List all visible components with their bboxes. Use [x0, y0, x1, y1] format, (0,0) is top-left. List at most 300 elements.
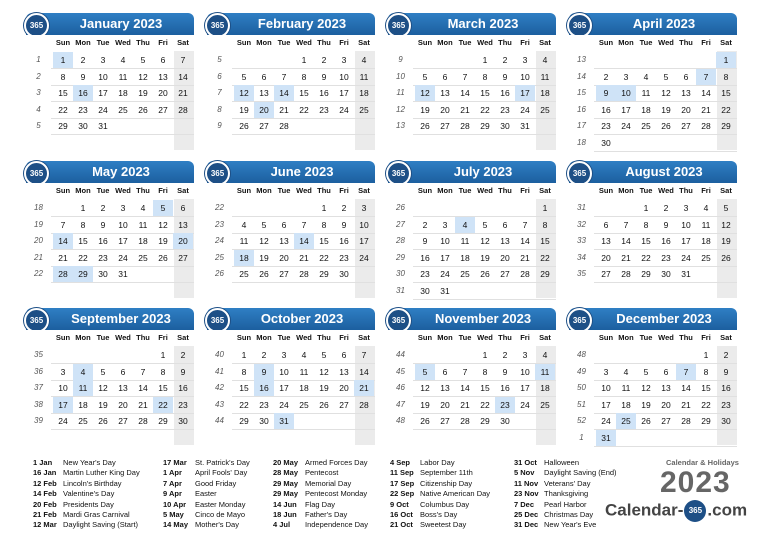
- day-cell[interactable]: 17: [118, 236, 128, 246]
- day-cell[interactable]: 19: [138, 88, 148, 98]
- day-cell[interactable]: 16: [661, 236, 671, 246]
- day-cell[interactable]: 1: [542, 203, 548, 213]
- day-cell[interactable]: 23: [259, 399, 269, 410]
- day-cell[interactable]: 17: [339, 88, 349, 98]
- day-cell[interactable]: 1: [53, 52, 73, 68]
- day-cell[interactable]: 16: [339, 236, 349, 246]
- day-cell[interactable]: 12: [158, 219, 168, 230]
- day-cell[interactable]: 18: [701, 236, 711, 246]
- day-cell[interactable]: 16: [500, 383, 510, 393]
- day-cell[interactable]: 2: [80, 55, 86, 65]
- day-cell[interactable]: 28: [279, 121, 289, 131]
- day-cell[interactable]: 27: [158, 104, 168, 115]
- day-cell[interactable]: 24: [520, 399, 530, 410]
- day-cell[interactable]: 7: [361, 350, 367, 360]
- day-cell[interactable]: 16: [721, 383, 731, 393]
- day-cell[interactable]: 27: [279, 269, 289, 279]
- day-cell[interactable]: 2: [502, 55, 508, 65]
- day-cell[interactable]: 14: [681, 383, 691, 393]
- day-cell[interactable]: 15: [319, 236, 329, 246]
- day-cell[interactable]: 26: [420, 121, 430, 131]
- day-cell[interactable]: 19: [98, 399, 108, 410]
- day-cell[interactable]: 19: [259, 252, 269, 263]
- day-cell[interactable]: 4: [140, 203, 146, 213]
- day-cell[interactable]: 20: [254, 102, 274, 118]
- day-cell[interactable]: 21: [520, 252, 530, 263]
- day-cell[interactable]: 3: [120, 203, 126, 213]
- day-cell[interactable]: 5: [422, 71, 428, 82]
- day-cell[interactable]: 17: [98, 88, 108, 98]
- day-cell[interactable]: 13: [681, 88, 691, 98]
- day-cell[interactable]: 18: [540, 88, 550, 98]
- day-cell[interactable]: 30: [661, 269, 671, 279]
- day-cell[interactable]: 8: [80, 219, 86, 230]
- day-cell[interactable]: 1: [301, 55, 307, 65]
- day-cell[interactable]: 5: [261, 219, 267, 230]
- day-cell[interactable]: 16: [420, 252, 430, 263]
- day-cell[interactable]: 19: [239, 104, 249, 115]
- day-cell[interactable]: 11: [641, 88, 651, 98]
- day-cell[interactable]: 30: [259, 416, 269, 426]
- day-cell[interactable]: 5: [140, 55, 146, 65]
- day-cell[interactable]: 14: [138, 383, 148, 393]
- day-cell[interactable]: 29: [319, 269, 329, 279]
- day-cell[interactable]: 21: [58, 252, 68, 263]
- day-cell[interactable]: 18: [621, 399, 631, 410]
- day-cell[interactable]: 26: [319, 399, 329, 410]
- day-cell[interactable]: 11: [621, 383, 631, 393]
- day-cell[interactable]: 9: [502, 71, 508, 82]
- day-cell[interactable]: 29: [641, 269, 651, 279]
- day-cell[interactable]: 6: [442, 366, 448, 377]
- day-cell[interactable]: 18: [299, 383, 309, 393]
- day-cell[interactable]: 11: [540, 71, 550, 82]
- day-cell[interactable]: 14: [621, 236, 631, 246]
- day-cell[interactable]: 5: [643, 366, 649, 377]
- day-cell[interactable]: 21: [460, 104, 470, 115]
- day-cell[interactable]: 2: [603, 71, 609, 82]
- day-cell[interactable]: 13: [661, 383, 671, 393]
- day-cell[interactable]: 24: [118, 252, 128, 263]
- day-cell[interactable]: 2: [341, 203, 347, 213]
- day-cell[interactable]: 22: [721, 104, 731, 115]
- day-cell[interactable]: 20: [173, 233, 193, 249]
- day-cell[interactable]: 3: [603, 366, 609, 377]
- day-cell[interactable]: 9: [422, 236, 428, 246]
- day-cell[interactable]: 27: [500, 269, 510, 279]
- day-cell[interactable]: 23: [601, 121, 611, 131]
- day-cell[interactable]: 4: [455, 217, 475, 233]
- day-cell[interactable]: 12: [721, 219, 731, 230]
- day-cell[interactable]: 29: [480, 121, 490, 131]
- day-cell[interactable]: 28: [53, 266, 73, 282]
- day-cell[interactable]: 11: [535, 364, 555, 380]
- day-cell[interactable]: 17: [359, 236, 369, 246]
- day-cell[interactable]: 6: [683, 71, 689, 82]
- day-cell[interactable]: 4: [643, 71, 649, 82]
- day-cell[interactable]: 3: [281, 350, 287, 360]
- day-cell[interactable]: 30: [500, 121, 510, 131]
- day-cell[interactable]: 20: [118, 399, 128, 410]
- day-cell[interactable]: 21: [178, 88, 188, 98]
- day-cell[interactable]: 22: [480, 104, 490, 115]
- day-cell[interactable]: 15: [480, 383, 490, 393]
- day-cell[interactable]: 24: [359, 252, 369, 263]
- day-cell[interactable]: 26: [138, 104, 148, 115]
- day-cell[interactable]: 3: [522, 55, 528, 65]
- day-cell[interactable]: 8: [160, 366, 166, 377]
- day-cell[interactable]: 14: [178, 71, 188, 82]
- day-cell[interactable]: 25: [540, 104, 550, 115]
- day-cell[interactable]: 7: [180, 55, 186, 65]
- day-cell[interactable]: 12: [415, 85, 435, 101]
- day-cell[interactable]: 20: [500, 252, 510, 263]
- day-cell[interactable]: 29: [158, 416, 168, 426]
- day-cell[interactable]: 12: [420, 383, 430, 393]
- day-cell[interactable]: 26: [721, 252, 731, 263]
- day-cell[interactable]: 3: [442, 219, 448, 230]
- day-cell[interactable]: 17: [279, 383, 289, 393]
- day-cell[interactable]: 11: [299, 366, 309, 377]
- day-cell[interactable]: 11: [138, 219, 148, 230]
- day-cell[interactable]: 15: [540, 236, 550, 246]
- day-cell[interactable]: 19: [721, 236, 731, 246]
- day-cell[interactable]: 30: [339, 269, 349, 279]
- day-cell[interactable]: 27: [178, 252, 188, 263]
- day-cell[interactable]: 5: [241, 71, 247, 82]
- day-cell[interactable]: 18: [118, 88, 128, 98]
- day-cell[interactable]: 28: [138, 416, 148, 426]
- day-cell[interactable]: 28: [681, 416, 691, 426]
- day-cell[interactable]: 2: [723, 350, 729, 360]
- day-cell[interactable]: 10: [520, 71, 530, 82]
- day-cell[interactable]: 15: [641, 236, 651, 246]
- day-cell[interactable]: 23: [500, 104, 510, 115]
- day-cell[interactable]: 17: [621, 104, 631, 115]
- day-cell[interactable]: 28: [520, 269, 530, 279]
- day-cell[interactable]: 9: [180, 366, 186, 377]
- day-cell[interactable]: 28: [621, 269, 631, 279]
- day-cell[interactable]: 20: [440, 104, 450, 115]
- day-cell[interactable]: 14: [53, 233, 73, 249]
- day-cell[interactable]: 29: [701, 416, 711, 426]
- day-cell[interactable]: 7: [301, 219, 307, 230]
- day-cell[interactable]: 7: [140, 366, 146, 377]
- day-cell[interactable]: 9: [663, 219, 669, 230]
- day-cell[interactable]: 20: [681, 104, 691, 115]
- day-cell[interactable]: 26: [661, 121, 671, 131]
- day-cell[interactable]: 14: [701, 88, 711, 98]
- day-cell[interactable]: 16: [319, 88, 329, 98]
- day-cell[interactable]: 4: [703, 203, 709, 213]
- day-cell[interactable]: 23: [178, 399, 188, 410]
- day-cell[interactable]: 9: [596, 85, 616, 101]
- day-cell[interactable]: 28: [178, 104, 188, 115]
- day-cell[interactable]: 17: [53, 397, 73, 413]
- day-cell[interactable]: 5: [663, 71, 669, 82]
- day-cell[interactable]: 31: [98, 121, 108, 131]
- day-cell[interactable]: 7: [462, 366, 468, 377]
- day-cell[interactable]: 9: [254, 364, 274, 380]
- day-cell[interactable]: 8: [542, 219, 548, 230]
- day-cell[interactable]: 9: [321, 71, 327, 82]
- day-cell[interactable]: 8: [241, 366, 247, 377]
- day-cell[interactable]: 25: [299, 399, 309, 410]
- day-cell[interactable]: 27: [661, 416, 671, 426]
- day-cell[interactable]: 22: [153, 397, 173, 413]
- day-cell[interactable]: 4: [73, 364, 93, 380]
- day-cell[interactable]: 20: [158, 88, 168, 98]
- day-cell[interactable]: 28: [701, 121, 711, 131]
- day-cell[interactable]: 5: [321, 350, 327, 360]
- day-cell[interactable]: 15: [299, 88, 309, 98]
- day-cell[interactable]: 2: [261, 350, 267, 360]
- day-cell[interactable]: 30: [78, 121, 88, 131]
- day-cell[interactable]: 27: [440, 416, 450, 426]
- day-cell[interactable]: 13: [339, 366, 349, 377]
- day-cell[interactable]: 15: [480, 88, 490, 98]
- day-cell[interactable]: 22: [299, 104, 309, 115]
- day-cell[interactable]: 19: [641, 399, 651, 410]
- day-cell[interactable]: 24: [279, 399, 289, 410]
- day-cell[interactable]: 25: [616, 413, 636, 429]
- day-cell[interactable]: 10: [440, 236, 450, 246]
- day-cell[interactable]: 2: [422, 219, 428, 230]
- day-cell[interactable]: 7: [696, 69, 716, 85]
- day-cell[interactable]: 8: [723, 71, 729, 82]
- day-cell[interactable]: 13: [601, 236, 611, 246]
- day-cell[interactable]: 29: [58, 121, 68, 131]
- day-cell[interactable]: 24: [681, 252, 691, 263]
- day-cell[interactable]: 26: [480, 269, 490, 279]
- day-cell[interactable]: 2: [321, 55, 327, 65]
- day-cell[interactable]: 1: [321, 203, 327, 213]
- day-cell[interactable]: 11: [239, 236, 249, 246]
- day-cell[interactable]: 22: [319, 252, 329, 263]
- day-cell[interactable]: 9: [80, 71, 86, 82]
- day-cell[interactable]: 6: [180, 203, 186, 213]
- day-cell[interactable]: 1: [160, 350, 166, 360]
- day-cell[interactable]: 31: [681, 269, 691, 279]
- day-cell[interactable]: 26: [239, 121, 249, 131]
- day-cell[interactable]: 26: [259, 269, 269, 279]
- day-cell[interactable]: 6: [663, 366, 669, 377]
- day-cell[interactable]: 15: [58, 88, 68, 98]
- day-cell[interactable]: 14: [294, 233, 314, 249]
- day-cell[interactable]: 22: [78, 252, 88, 263]
- day-cell[interactable]: 19: [158, 236, 168, 246]
- day-cell[interactable]: 13: [500, 236, 510, 246]
- day-cell[interactable]: 23: [661, 252, 671, 263]
- day-cell[interactable]: 10: [520, 366, 530, 377]
- day-cell[interactable]: 15: [158, 383, 168, 393]
- day-cell[interactable]: 25: [239, 269, 249, 279]
- day-cell[interactable]: 17: [681, 236, 691, 246]
- day-cell[interactable]: 14: [460, 88, 470, 98]
- day-cell[interactable]: 6: [160, 55, 166, 65]
- day-cell[interactable]: 17: [601, 399, 611, 410]
- day-cell[interactable]: 26: [420, 416, 430, 426]
- day-cell[interactable]: 16: [98, 236, 108, 246]
- day-cell[interactable]: 27: [339, 399, 349, 410]
- day-cell[interactable]: 6: [442, 71, 448, 82]
- day-cell[interactable]: 25: [118, 104, 128, 115]
- day-cell[interactable]: 24: [621, 121, 631, 131]
- day-cell[interactable]: 19: [420, 104, 430, 115]
- day-cell[interactable]: 8: [643, 219, 649, 230]
- brand-site[interactable]: [605, 500, 747, 522]
- day-cell[interactable]: 14: [274, 85, 294, 101]
- day-cell[interactable]: 26: [98, 416, 108, 426]
- day-cell[interactable]: 14: [520, 236, 530, 246]
- day-cell[interactable]: 17: [520, 383, 530, 393]
- day-cell[interactable]: 28: [299, 269, 309, 279]
- day-cell[interactable]: 21: [299, 252, 309, 263]
- day-cell[interactable]: 3: [361, 203, 367, 213]
- day-cell[interactable]: 30: [98, 269, 108, 279]
- day-cell[interactable]: 27: [259, 121, 269, 131]
- day-cell[interactable]: 21: [354, 380, 374, 396]
- day-cell[interactable]: 7: [462, 71, 468, 82]
- day-cell[interactable]: 23: [420, 269, 430, 279]
- day-cell[interactable]: 9: [502, 366, 508, 377]
- day-cell[interactable]: 6: [502, 219, 508, 230]
- day-cell[interactable]: 28: [460, 416, 470, 426]
- day-cell[interactable]: 13: [440, 88, 450, 98]
- day-cell[interactable]: 18: [234, 250, 254, 266]
- day-cell[interactable]: 30: [420, 285, 430, 296]
- day-cell[interactable]: 1: [716, 52, 736, 68]
- day-cell[interactable]: 11: [701, 219, 711, 230]
- day-cell[interactable]: 31: [596, 430, 616, 446]
- day-cell[interactable]: 31: [520, 121, 530, 131]
- day-cell[interactable]: 10: [118, 219, 128, 230]
- day-cell[interactable]: 10: [601, 383, 611, 393]
- day-cell[interactable]: 4: [623, 366, 629, 377]
- day-cell[interactable]: 29: [540, 269, 550, 279]
- day-cell[interactable]: 1: [703, 350, 709, 360]
- day-cell[interactable]: 16: [73, 85, 93, 101]
- day-cell[interactable]: 7: [281, 71, 287, 82]
- day-cell[interactable]: 24: [339, 104, 349, 115]
- day-cell[interactable]: 29: [73, 266, 93, 282]
- day-cell[interactable]: 30: [500, 416, 510, 426]
- day-cell[interactable]: 1: [80, 203, 86, 213]
- day-cell[interactable]: 21: [701, 104, 711, 115]
- day-cell[interactable]: 11: [73, 380, 93, 396]
- day-cell[interactable]: 16: [254, 380, 274, 396]
- day-cell[interactable]: 6: [120, 366, 126, 377]
- day-cell[interactable]: 4: [542, 55, 548, 65]
- day-cell[interactable]: 16: [601, 104, 611, 115]
- day-cell[interactable]: 2: [663, 203, 669, 213]
- day-cell[interactable]: 22: [58, 104, 68, 115]
- day-cell[interactable]: 10: [616, 85, 636, 101]
- day-cell[interactable]: 16: [500, 88, 510, 98]
- day-cell[interactable]: 23: [78, 104, 88, 115]
- day-cell[interactable]: 13: [118, 383, 128, 393]
- day-cell[interactable]: 18: [359, 88, 369, 98]
- day-cell[interactable]: 5: [723, 203, 729, 213]
- day-cell[interactable]: 17: [515, 85, 535, 101]
- day-cell[interactable]: 1: [643, 203, 649, 213]
- day-cell[interactable]: 22: [540, 252, 550, 263]
- day-cell[interactable]: 25: [540, 399, 550, 410]
- day-cell[interactable]: 1: [241, 350, 247, 360]
- day-cell[interactable]: 3: [100, 55, 106, 65]
- day-cell[interactable]: 18: [78, 399, 88, 410]
- day-cell[interactable]: 22: [239, 399, 249, 410]
- day-cell[interactable]: 30: [178, 416, 188, 426]
- day-cell[interactable]: 24: [98, 104, 108, 115]
- day-cell[interactable]: 4: [301, 350, 307, 360]
- day-cell[interactable]: 13: [279, 236, 289, 246]
- day-cell[interactable]: 10: [279, 366, 289, 377]
- day-cell[interactable]: 22: [641, 252, 651, 263]
- day-cell[interactable]: 5: [153, 200, 173, 216]
- day-cell[interactable]: 20: [279, 252, 289, 263]
- day-cell[interactable]: 6: [281, 219, 287, 230]
- day-cell[interactable]: 12: [234, 85, 254, 101]
- day-cell[interactable]: 10: [98, 71, 108, 82]
- day-cell[interactable]: 12: [98, 383, 108, 393]
- day-cell[interactable]: 22: [701, 399, 711, 410]
- day-cell[interactable]: 27: [601, 269, 611, 279]
- day-cell[interactable]: 7: [676, 364, 696, 380]
- day-cell[interactable]: 4: [120, 55, 126, 65]
- day-cell[interactable]: 8: [60, 71, 66, 82]
- day-cell[interactable]: 27: [118, 416, 128, 426]
- day-cell[interactable]: 18: [460, 252, 470, 263]
- day-cell[interactable]: 15: [721, 88, 731, 98]
- day-cell[interactable]: 31: [440, 285, 450, 296]
- day-cell[interactable]: 2: [180, 350, 186, 360]
- day-cell[interactable]: 25: [359, 104, 369, 115]
- day-cell[interactable]: 9: [100, 219, 106, 230]
- day-cell[interactable]: 10: [339, 71, 349, 82]
- day-cell[interactable]: 31: [118, 269, 128, 279]
- day-cell[interactable]: 15: [701, 383, 711, 393]
- day-cell[interactable]: 1: [482, 350, 488, 360]
- day-cell[interactable]: 20: [440, 399, 450, 410]
- day-cell[interactable]: 28: [460, 121, 470, 131]
- day-cell[interactable]: 13: [158, 71, 168, 82]
- day-cell[interactable]: 7: [60, 219, 66, 230]
- day-cell[interactable]: 21: [279, 104, 289, 115]
- day-cell[interactable]: 6: [261, 71, 267, 82]
- day-cell[interactable]: 21: [460, 399, 470, 410]
- day-cell[interactable]: 8: [321, 219, 327, 230]
- day-cell[interactable]: 19: [420, 399, 430, 410]
- day-cell[interactable]: 29: [239, 416, 249, 426]
- day-cell[interactable]: 8: [482, 71, 488, 82]
- day-cell[interactable]: 13: [178, 219, 188, 230]
- day-cell[interactable]: 4: [241, 219, 247, 230]
- day-cell[interactable]: 21: [621, 252, 631, 263]
- day-cell[interactable]: 30: [601, 137, 611, 148]
- day-cell[interactable]: 18: [540, 383, 550, 393]
- day-cell[interactable]: 6: [603, 219, 609, 230]
- day-cell[interactable]: 12: [641, 383, 651, 393]
- day-cell[interactable]: 9: [723, 366, 729, 377]
- day-cell[interactable]: 4: [542, 350, 548, 360]
- day-cell[interactable]: 30: [721, 416, 731, 426]
- day-cell[interactable]: 18: [641, 104, 651, 115]
- day-cell[interactable]: 17: [440, 252, 450, 263]
- day-cell[interactable]: 25: [701, 252, 711, 263]
- day-cell[interactable]: 26: [158, 252, 168, 263]
- day-cell[interactable]: 29: [480, 416, 490, 426]
